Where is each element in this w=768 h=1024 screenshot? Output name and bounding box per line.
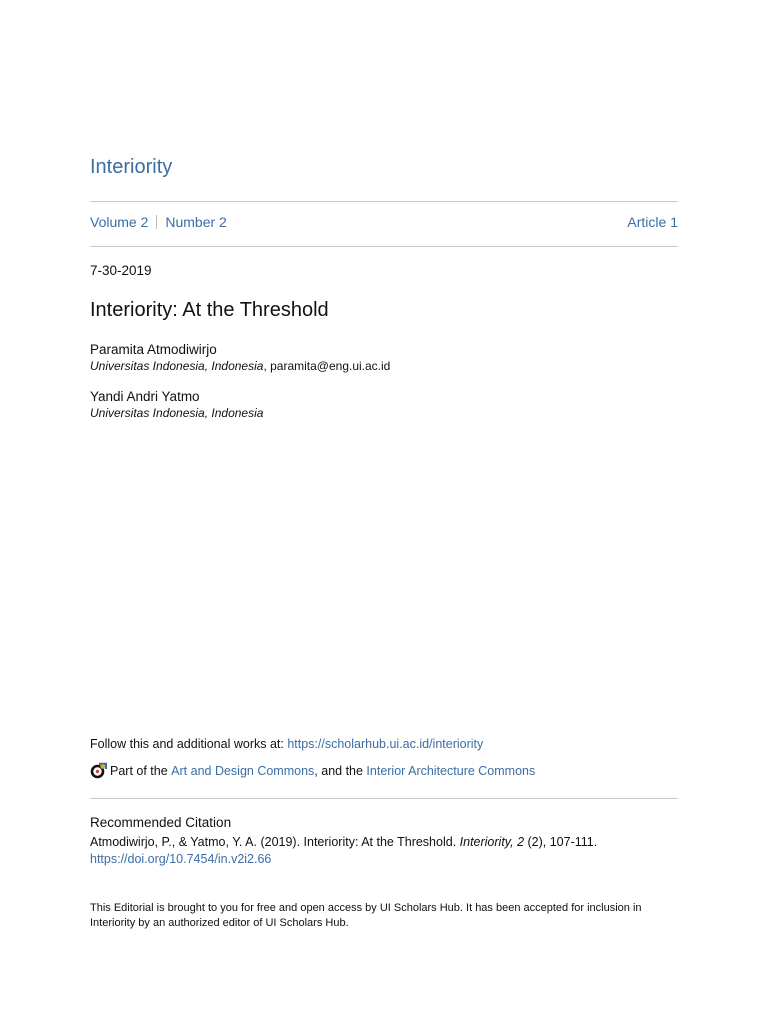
part-of-middle: , and the	[314, 763, 367, 778]
follow-line	[90, 737, 483, 751]
issue-rule	[90, 246, 678, 247]
network-commons-icon	[90, 762, 107, 779]
follow-prefix: Follow this and additional works at:	[90, 737, 288, 751]
footer-notice: This Editorial is brought to you for free and open access by UI Scholars Hub. It has been accepted for inclusion in Interiority by an authorized editor of UI Scholars Hub.	[90, 902, 642, 929]
number-link[interactable]: Number 2	[165, 214, 227, 230]
citation-heading: Recommended Citation	[90, 815, 232, 830]
citation-rule	[90, 798, 678, 799]
author-email: , paramita@eng.ui.ac.id	[263, 359, 391, 373]
part-of-line	[90, 762, 535, 779]
author-name: Paramita Atmodiwirjo	[90, 342, 217, 357]
issue-separator	[156, 215, 157, 229]
volume-link[interactable]: Volume 2	[90, 214, 149, 230]
author-block	[90, 389, 263, 420]
author-affiliation	[90, 359, 390, 373]
author-name: Yandi Andri Yatmo	[90, 389, 200, 404]
part-of-prefix: Part of the	[110, 763, 168, 778]
citation-prefix: Atmodiwirjo, P., & Yatmo, Y. A. (2019). Interiority: At the Threshold.	[90, 835, 460, 849]
interior-architecture-commons-link[interactable]: Interior Architecture Commons	[366, 763, 536, 778]
citation-suffix: (2), 107-111.	[524, 835, 598, 849]
top-rule	[90, 201, 678, 202]
author-affiliation	[90, 406, 263, 420]
art-design-commons-link[interactable]: Art and Design Commons	[171, 763, 315, 778]
article-title: Interiority: At the Threshold	[90, 299, 329, 321]
affiliation-text: Universitas Indonesia, Indonesia	[90, 359, 264, 373]
affiliation-text: Universitas Indonesia, Indonesia	[90, 406, 264, 420]
issue-bar	[90, 214, 678, 230]
publication-date: 7-30-2019	[90, 263, 152, 278]
cover-page	[90, 0, 678, 1024]
author-block	[90, 342, 390, 373]
journal-title-link[interactable]: Interiority	[90, 156, 173, 178]
doi-link[interactable]: https://doi.org/10.7454/in.v2i2.66	[90, 852, 272, 866]
follow-url-link[interactable]: https://scholarhub.ui.ac.id/interiority	[287, 737, 484, 751]
article-link[interactable]: Article 1	[627, 214, 678, 230]
citation-journal: Interiority, 2	[459, 835, 525, 849]
citation-text	[90, 835, 597, 849]
